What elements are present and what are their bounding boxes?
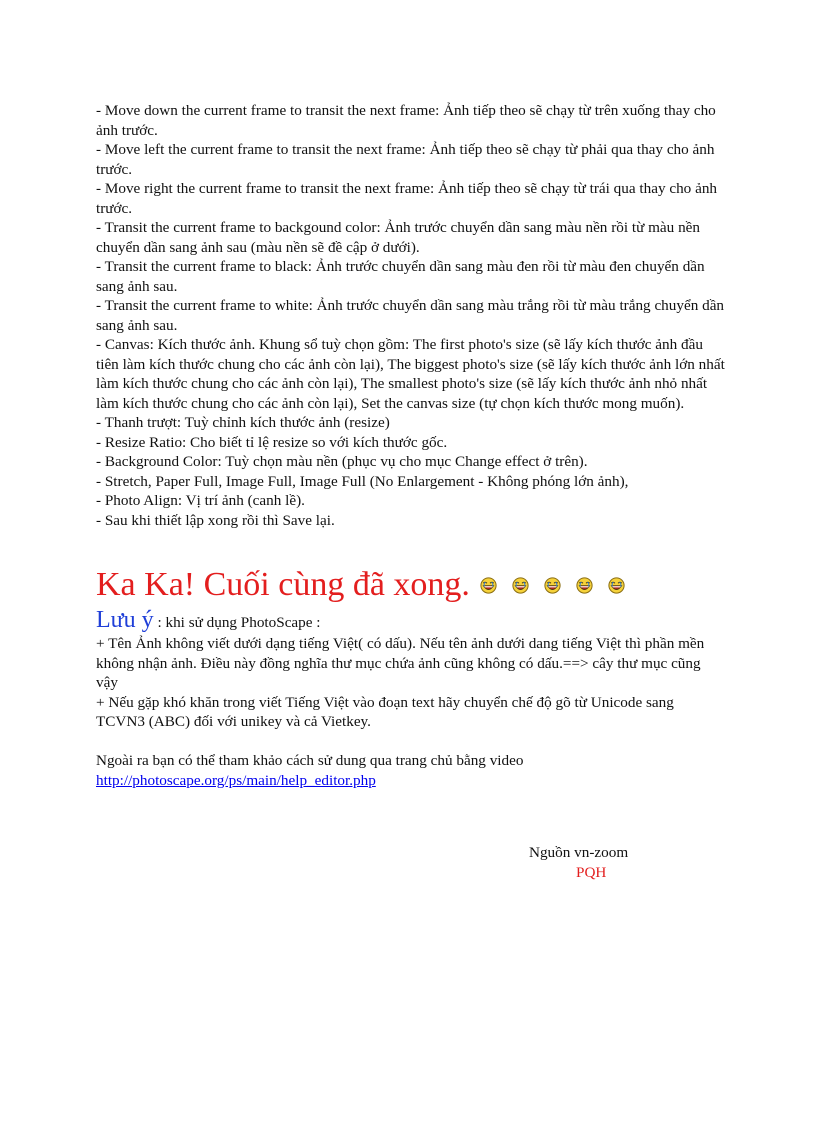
paragraph-spacer: [96, 732, 726, 752]
body-line: - Thanh trượt: Tuỳ chỉnh kích thước ảnh (resize): [96, 414, 390, 431]
credit-author: PQH: [576, 864, 607, 881]
laughing-smiley-icon: [608, 577, 625, 594]
laughing-smiley-icon: [544, 577, 561, 594]
reference-link-line: [96, 771, 726, 791]
body-line: - Transit the current frame to black: Ảnh trước chuyển dần sang màu đen rồi từ màu đen chuyển dần sang ảnh sau.: [96, 258, 705, 295]
headline: [96, 564, 726, 606]
help-editor-link[interactable]: http://photoscape.org/ps/main/help_editor.php: [96, 771, 376, 789]
note-title: Lưu ý: [96, 607, 154, 633]
note-heading: [96, 606, 726, 634]
body-line: - Stretch, Paper Full, Image Full, Image Full (No Enlargement - Không phóng lớn ảnh),: [96, 472, 629, 490]
body-line: - Background Color: Tuỳ chọn màu nền (phục vụ cho mục Change effect ở trên).: [96, 453, 588, 470]
laughing-smiley-icon: [576, 577, 593, 594]
laughing-smiley-icon: [512, 577, 529, 594]
body-line: - Canvas: Kích thước ảnh. Khung sổ tuỳ chọn gồm: The first photo's size (sẽ lấy kích thước ảnh đầu tiên làm kích thước chung cho các ảnh còn lại), The biggest photo's size (sẽ lấy kích thước ảnh lớn nhất làm kích thước chung cho các ảnh còn lại), The smallest photo's size (sẽ lấy kích thước ảnh nhỏ nhất làm kích thước chung cho các ảnh còn lại), Set the canvas size (tự chọn kích thước mong muốn).: [96, 336, 725, 412]
laughing-smiley-icon: [480, 577, 497, 594]
body-line: - Sau khi thiết lập xong rồi thì Save lại.: [96, 511, 335, 529]
document-content: [96, 101, 726, 790]
note-line: + Tên Ảnh không viết dưới dạng tiếng Việt( có dấu). Nếu tên ảnh dưới dang tiếng Việt thì phần mền không nhận ảnh. Điều này đồng nghĩa thư mục chứa ảnh cũng không có dấu.==> cây thư mục cũng vậy: [96, 635, 705, 691]
note-intro: : khi sử dụng PhotoScape :: [153, 614, 321, 631]
credit-block: [529, 843, 628, 883]
body-line: - Photo Align: Vị trí ảnh (canh lề).: [96, 492, 305, 509]
body-line: - Move left the current frame to transit the next frame: Ảnh tiếp theo sẽ chạy từ phải qua thay cho ảnh trước.: [96, 141, 715, 178]
headline-text: Ka Ka! Cuối cùng đã xong.: [96, 566, 470, 603]
note-line: + Nếu gặp khó khăn trong viết Tiếng Việt vào đoạn text hãy chuyển chế độ gõ từ Unicode sang TCVN3 (ABC) đối với unikey và cả Vietkey.: [96, 693, 674, 730]
body-line: - Transit the current frame to backgound color: Ảnh trước chuyển dần sang màu nền rồi từ màu nền chuyển dần sang ảnh sau (màu nền sẽ đề cập ở dưới).: [96, 219, 700, 256]
smiley-row: [480, 577, 625, 594]
body-line: - Move down the current frame to transit the next frame: Ảnh tiếp theo sẽ chạy từ trên xuống thay cho ảnh trước.: [96, 102, 716, 139]
reference-text: Ngoài ra bạn có thể tham khảo cách sử dung qua trang chủ bằng video: [96, 752, 524, 769]
credit-source: Nguồn vn-zoom: [529, 844, 629, 861]
body-line: - Transit the current frame to white: Ảnh trước chuyển dần sang màu trắng rồi từ màu trắng chuyển dần sang ảnh sau.: [96, 297, 725, 334]
body-line: - Move right the current frame to transit the next frame: Ảnh tiếp theo sẽ chạy từ trái qua thay cho ảnh trước.: [96, 180, 718, 217]
body-line: - Resize Ratio: Cho biết tỉ lệ resize so với kích thước gốc.: [96, 433, 448, 451]
